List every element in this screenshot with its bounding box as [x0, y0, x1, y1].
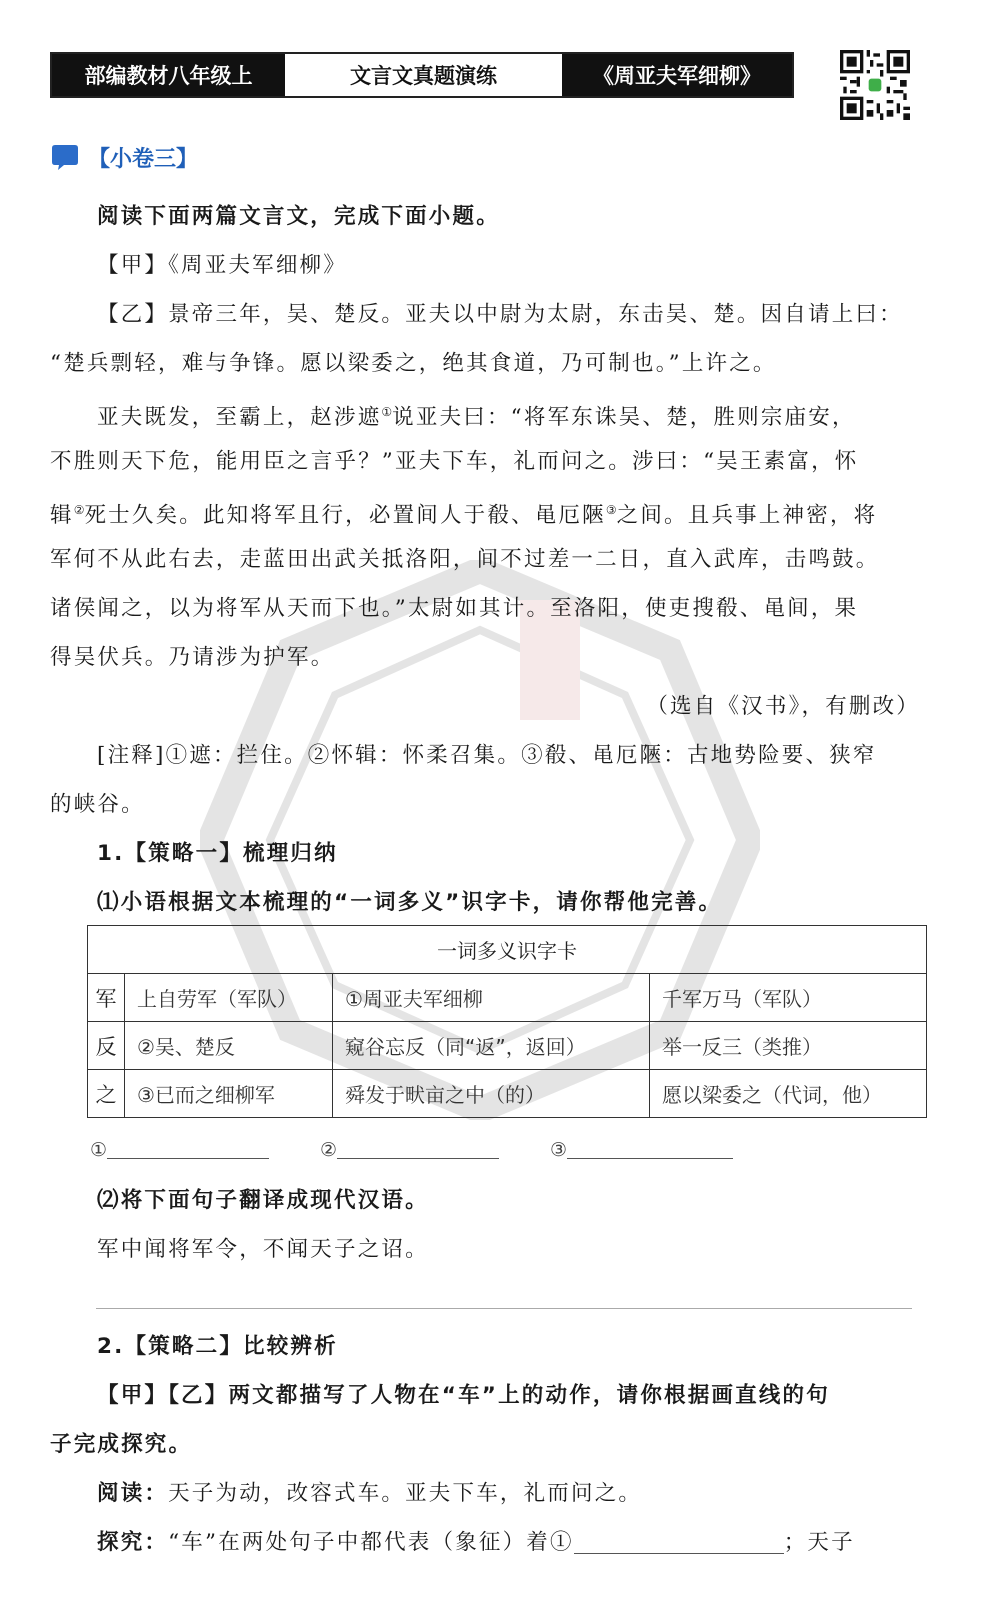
header-lesson: 《周亚夫军细柳》 [562, 54, 792, 96]
card-char: 之 [88, 1070, 125, 1118]
answer-blank-3[interactable]: ③ [550, 1138, 733, 1161]
passage-b-line: “楚兵剽轻，难与争锋。愿以梁委之，绝其食道，乃可制也。”上许之。 [50, 351, 777, 376]
explore-label: 探究： [97, 1530, 169, 1555]
footnote-marker: ① [381, 405, 393, 419]
passage-b-line: 得吴伏兵。乃请涉为护军。 [50, 645, 335, 670]
notes-line: [注释]①遮：拦住。②怀辑：怀柔召集。③殽、黾厄陿：古地势险要、狭窄 [97, 743, 877, 768]
question-2-prompt: 子完成探究。 [50, 1432, 193, 1457]
translation-sentence: 军中闻将军令，不闻天子之诏。 [97, 1237, 429, 1262]
passage-b-line: 亚夫既发，至霸上，赵涉遮①说亚夫曰：“将军东诛吴、楚，胜则宗庙安， [97, 405, 856, 430]
section-title: 【小卷三】 [88, 147, 199, 172]
word-card-table [87, 925, 927, 1118]
notes-line: 的峡谷。 [50, 792, 145, 817]
header-bar [50, 52, 794, 98]
reading-text: 天子为动，改容式车。亚夫下车，礼而问之。 [168, 1481, 643, 1506]
qr-code-icon [840, 50, 910, 120]
card-cell: ①周亚夫军细柳 [333, 974, 650, 1022]
question-1-sub2: ⑵将下面句子翻译成现代汉语。 [97, 1188, 429, 1213]
answer-blank-1[interactable]: ① [90, 1138, 269, 1161]
card-cell: 上自劳军（军队） [125, 974, 333, 1022]
header-textbook: 部编教材八年级上 [52, 54, 285, 96]
explore-tail: ；天子 [783, 1530, 855, 1555]
card-cell: ③已而之细柳军 [125, 1070, 333, 1118]
table-row [88, 1070, 927, 1118]
card-cell: 舜发于畎亩之中（的） [333, 1070, 650, 1118]
table-row [88, 1022, 927, 1070]
section-tag [50, 142, 198, 173]
card-char: 军 [88, 974, 125, 1022]
header-topic: 文言文真题演练 [285, 54, 562, 96]
passage-b-line: 诸侯闻之，以为将军从天而下也。”太尉如其计。至洛阳，使吏搜殽、黾间，果 [50, 596, 859, 621]
passage-source: （选自《汉书》，有删改） [646, 694, 920, 719]
footnote-marker: ② [73, 503, 85, 517]
card-char: 反 [88, 1022, 125, 1070]
question-2-title: 2.【策略二】比较辨析 [97, 1334, 338, 1359]
card-cell: 愿以梁委之（代词，他） [650, 1070, 927, 1118]
question-1-title: 1.【策略一】梳理归纳 [97, 841, 338, 866]
passage-b-line: 【乙】景帝三年，吴、楚反。亚夫以中尉为太尉，东击吴、楚。因自请上曰： [97, 302, 903, 327]
question-1-sub1: ⑴小语根据文本梳理的“一词多义”识字卡，请你帮他完善。 [97, 890, 723, 915]
reading-label: 阅读： [97, 1481, 169, 1506]
card-cell: 举一反三（类推） [650, 1022, 927, 1070]
card-cell: ②吴、楚反 [125, 1022, 333, 1070]
explore-answer-blank[interactable] [574, 1531, 784, 1554]
reading-line [97, 1469, 967, 1518]
explore-text: “车”在两处句子中都代表（象征）着① [168, 1530, 574, 1555]
table-row [88, 974, 927, 1022]
passage-b-line: 辑②死士久矣。此知将军且行，必置间人于殽、黾厄陿③之间。且兵事上神密，将 [50, 503, 878, 528]
bookmark-icon [50, 144, 80, 172]
question-2-prompt: 【甲】【乙】两文都描写了人物在“车”上的动作，请你根据画直线的句 [97, 1383, 830, 1408]
explore-line [97, 1518, 967, 1567]
card-cell: 窥谷忘反（同“返”，返回） [333, 1022, 650, 1070]
passage-a-title: 【甲】《周亚夫军细柳》 [97, 253, 347, 278]
card-cell: 千军万马（军队） [650, 974, 927, 1022]
word-card-title: 一词多义识字卡 [88, 926, 927, 974]
passage-b-line: 军何不从此右去，走蓝田出武关抵洛阳，间不过差一二日，直入武库，击鸣鼓。 [50, 547, 880, 572]
instruction-text: 阅读下面两篇文言文，完成下面小题。 [97, 204, 500, 229]
answer-blank-2[interactable]: ② [320, 1138, 499, 1161]
passage-b-line: 不胜则天下危，能用臣之言乎？”亚夫下车，礼而问之。涉曰：“吴王素富，怀 [50, 449, 859, 474]
divider [96, 1308, 912, 1309]
footnote-marker: ③ [605, 503, 617, 517]
